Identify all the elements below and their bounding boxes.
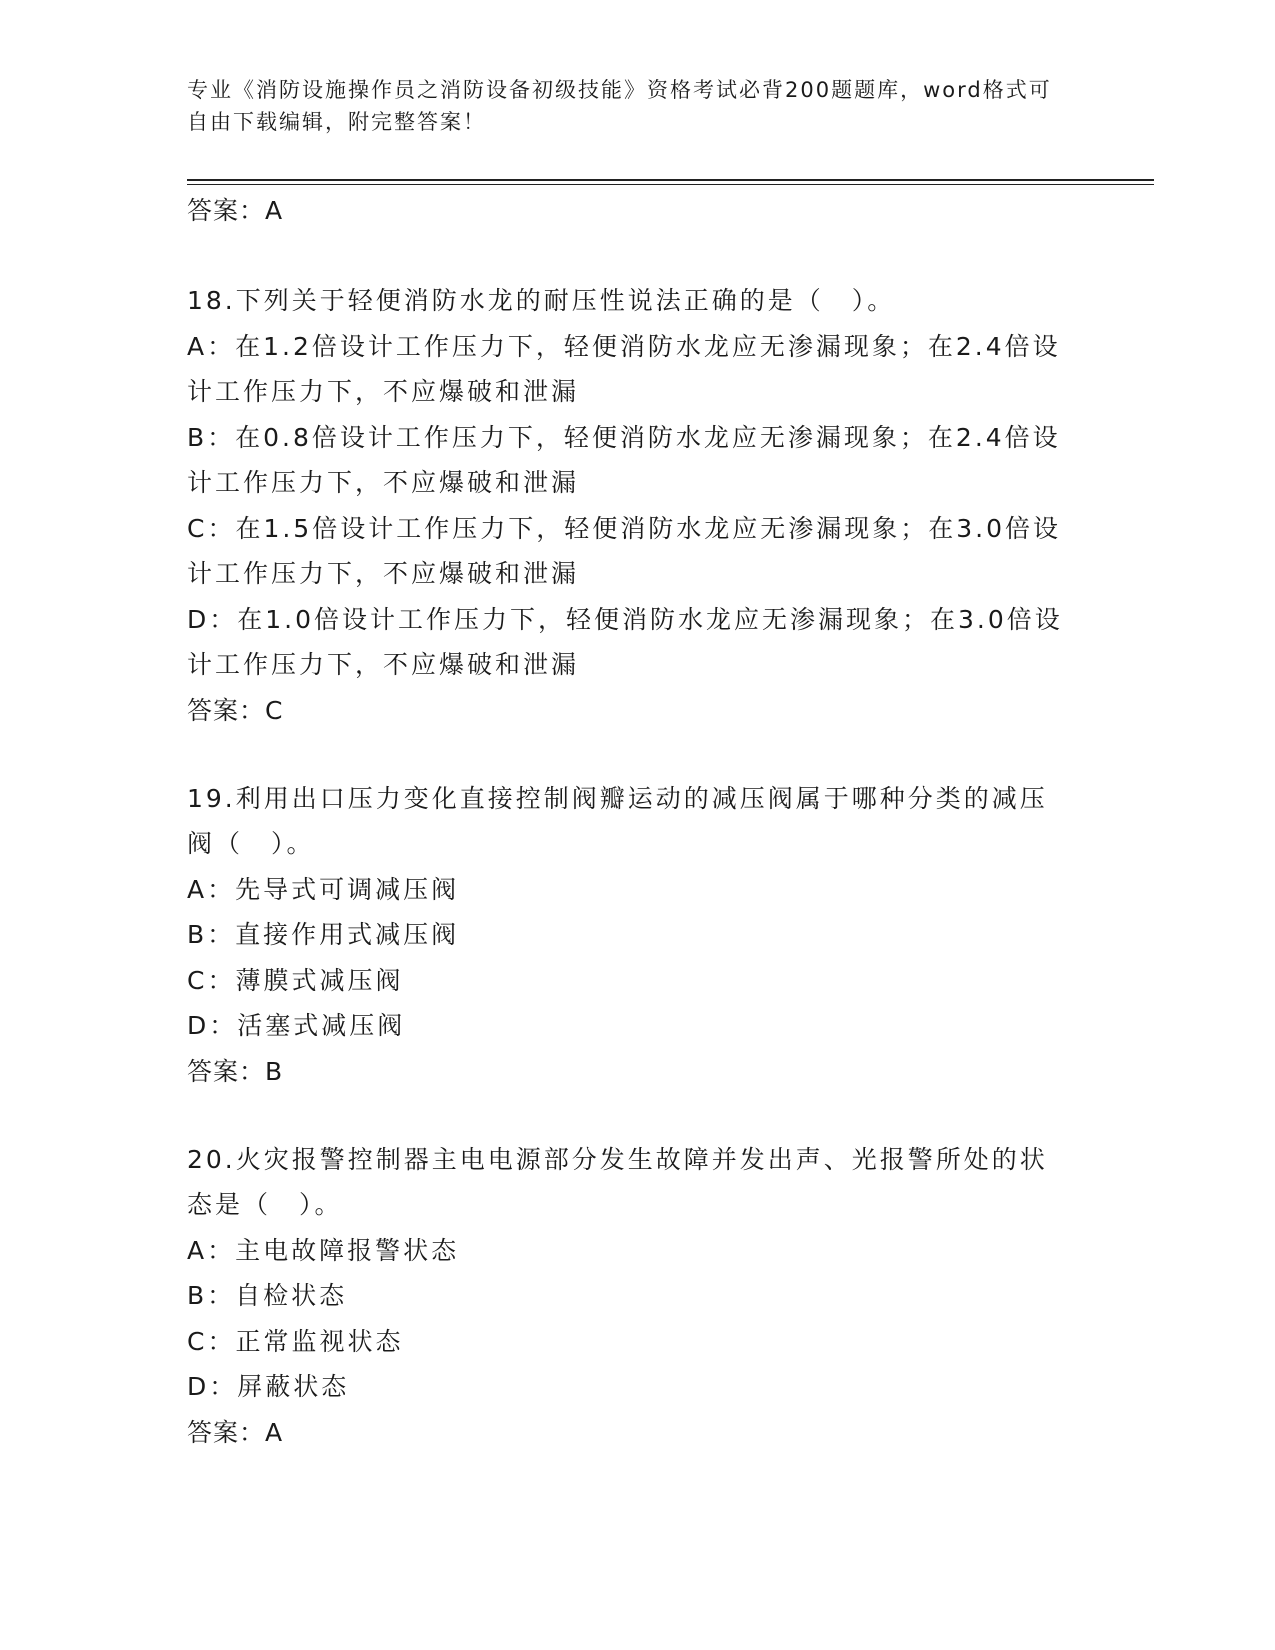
question-18 [187,278,1067,734]
option-c: C：正常监视状态 [187,1326,404,1356]
option-d: D：活塞式减压阀 [187,1011,406,1040]
question-20 [187,1137,1067,1456]
option-c: C：在1.5倍设计工作压力下，轻便消防水龙应无渗漏现象；在3.0倍设计工作压力下，不应爆破和泄漏 [187,513,1061,588]
question-answer: 答案：B [187,1056,284,1086]
question-stem: 18.下列关于轻便消防水龙的耐压性说法正确的是（ ）。 [187,286,896,315]
question-stem: 20.火灾报警控制器主电电源部分发生故障并发出声、光报警所处的状态是（ ）。 [187,1144,1048,1219]
option-b: B：在0.8倍设计工作压力下，轻便消防水龙应无渗漏现象；在2.4倍设计工作压力下，不应爆破和泄漏 [187,422,1061,497]
question-answer: 答案：C [187,695,284,725]
option-b: B：自检状态 [187,1281,348,1310]
option-c: C：薄膜式减压阀 [187,965,404,995]
option-a: A：在1.2倍设计工作压力下，轻便消防水龙应无渗漏现象；在2.4倍设计工作压力下，不应爆破和泄漏 [187,331,1061,406]
previous-answer: 答案：A [187,196,284,225]
option-b: B：直接作用式减压阀 [187,920,460,949]
question-list [187,188,1067,1498]
question-stem: 19.利用出口压力变化直接控制阀瓣运动的减压阀属于哪种分类的减压阀（ ）。 [187,783,1048,858]
question-19 [187,776,1067,1095]
document-header: 专业《消防设施操作员之消防设备初级技能》资格考试必背200题题库，word格式可自由下载编辑，附完整答案！ [187,78,1052,134]
header-divider [187,179,1154,185]
question-answer: 答案：A [187,1417,284,1447]
option-a: A：主电故障报警状态 [187,1235,460,1265]
option-d: D：屏蔽状态 [187,1372,350,1401]
option-d: D：在1.0倍设计工作压力下，轻便消防水龙应无渗漏现象；在3.0倍设计工作压力下，不应爆破和泄漏 [187,604,1063,679]
option-a: A：先导式可调减压阀 [187,874,460,904]
